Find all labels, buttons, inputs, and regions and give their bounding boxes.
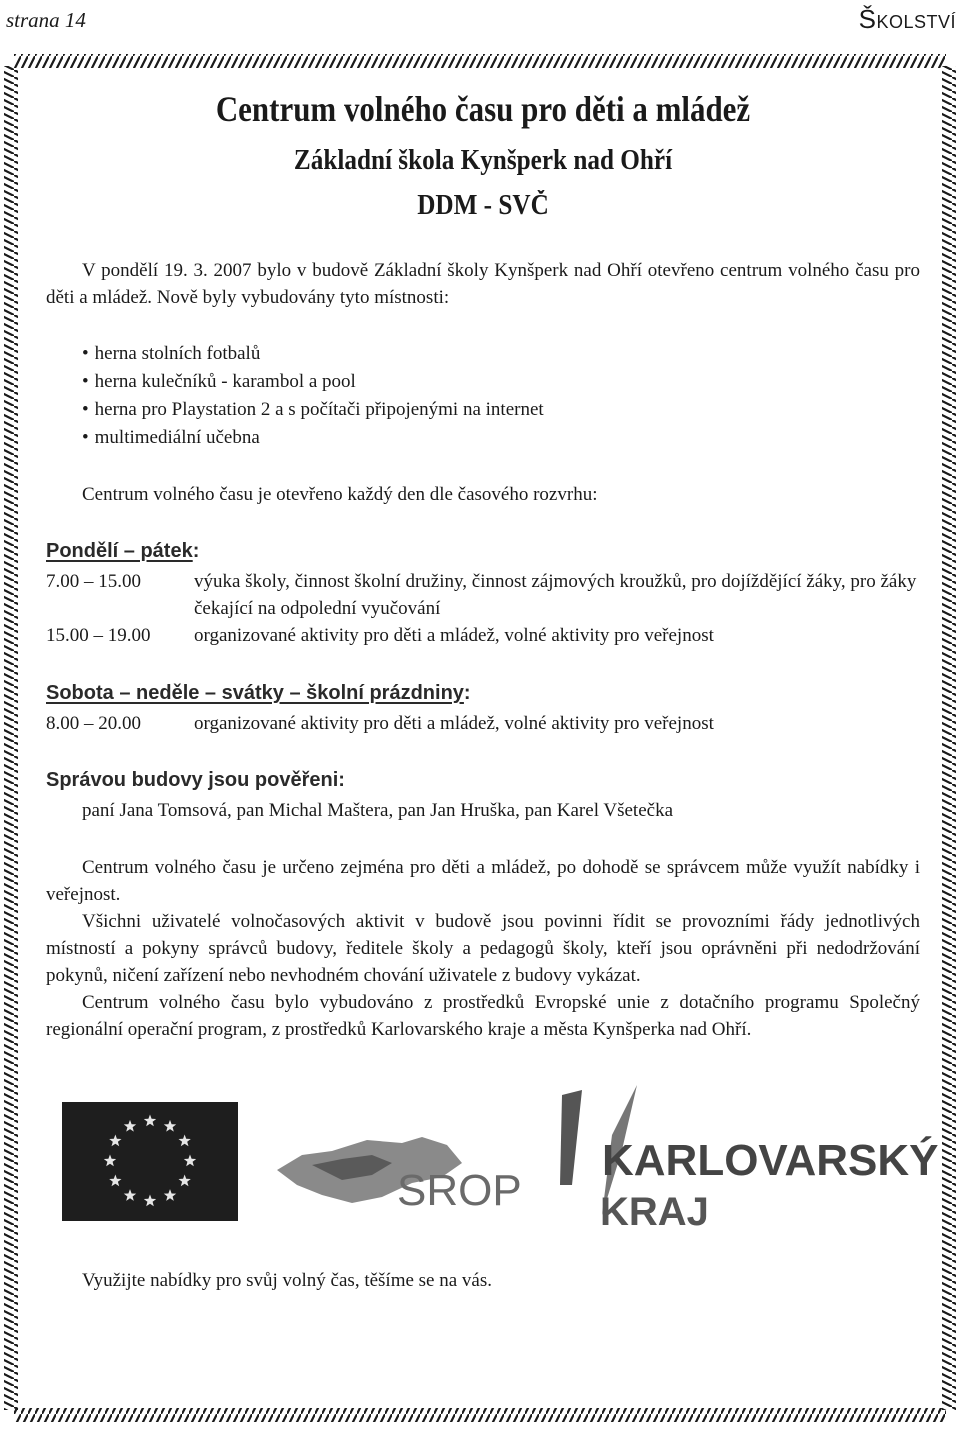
section-label: Školství [858,4,956,34]
page-number: strana 14 [6,8,86,32]
schedule-time: 15.00 – 19.00 [46,625,151,646]
schedule-desc: výuka školy, činnost školní družiny, činnost zájmových kroužků, pro dojíždějící žáky, pro žáky čekající na odpolední vyučování [194,571,917,619]
eu-flag-logo [62,1102,238,1221]
weekend-heading-colon: : [463,682,471,704]
weekend-heading [46,682,471,705]
intro-paragraph: V pondělí 19. 3. 2007 bylo v budově Základní školy Kynšperk nad Ohří otevřeno centrum volného času pro děti a mládež. Nově byly vybudovány tyto místnosti: [46,260,920,308]
kk-logo-line2: KRAJ [600,1190,709,1234]
schedule-row [46,710,920,737]
schedule-time: 7.00 – 15.00 [46,571,141,592]
srop-logo [272,1085,532,1225]
weekend-heading-text: Sobota – neděle – svátky – školní prázdniny [46,682,464,704]
list-item: • herna pro Playstation 2 a s počítači připojenými na internet [82,396,544,424]
schedule-row [46,568,920,622]
sponsor-logos [62,1075,939,1235]
management-names: paní Jana Tomsová, pan Michal Maštera, pan Jan Hruška, pan Karel Všetečka [82,800,674,821]
article-subtitle-ddm: DDM - SVČ [417,190,549,221]
usage-paragraph: Centrum volného času je určeno zejména pro děti a mládež, po dohodě se správcem může využít nabídky i veřejnost. [46,857,920,905]
closing-line: Využijte nabídky pro svůj volný čas, těšíme se na vás. [82,1270,493,1291]
rules-paragraph: Všichni uživatelé volnočasových aktivit v budově jsou povinni řídit se provozními řády jednotlivých místností a pokyny správců budovy, ředitele školy a pedagogů školy, kteří jsou oprávněni při nedodržování pokynů, ničení zařízení nebo nevhodném chování uživatele z budovy vykázat. [46,911,920,986]
list-item: • herna kulečníků - karambol a pool [82,368,544,396]
rooms-list [82,340,544,452]
list-item: • herna stolních fotbalů [82,340,544,368]
article-subtitle: Základní škola Kynšperk nad Ohří [293,145,673,176]
opening-hours-intro: Centrum volného času je otevřeno každý den dle časového rozvrhu: [82,484,598,505]
weekday-heading-text: Pondělí – pátek [46,540,193,562]
karlovarsky-kraj-logo [542,1075,939,1235]
schedule-desc: organizované aktivity pro děti a mládež, volné aktivity pro veřejnost [194,625,714,646]
weekday-heading [46,540,199,563]
article-title: Centrum volného času pro děti a mládež [215,89,751,129]
kk-logo-line1: KARLOVARSKÝ [602,1136,939,1185]
list-item: • multimediální učebna [82,424,544,452]
schedule-row [46,622,920,649]
schedule-desc: organizované aktivity pro děti a mládež, volné aktivity pro veřejnost [194,713,714,734]
management-heading: Správou budovy jsou pověřeni: [46,769,345,791]
srop-logo-text: SROP [397,1166,522,1215]
weekday-heading-colon: : [192,540,200,562]
funding-paragraph: Centrum volného času bylo vybudováno z prostředků Evropské unie z dotačního programu Společný regionální operační program, z prostředků Karlovarského kraje a města Kynšperka nad Ohří. [46,992,920,1040]
schedule-time: 8.00 – 20.00 [46,713,141,734]
